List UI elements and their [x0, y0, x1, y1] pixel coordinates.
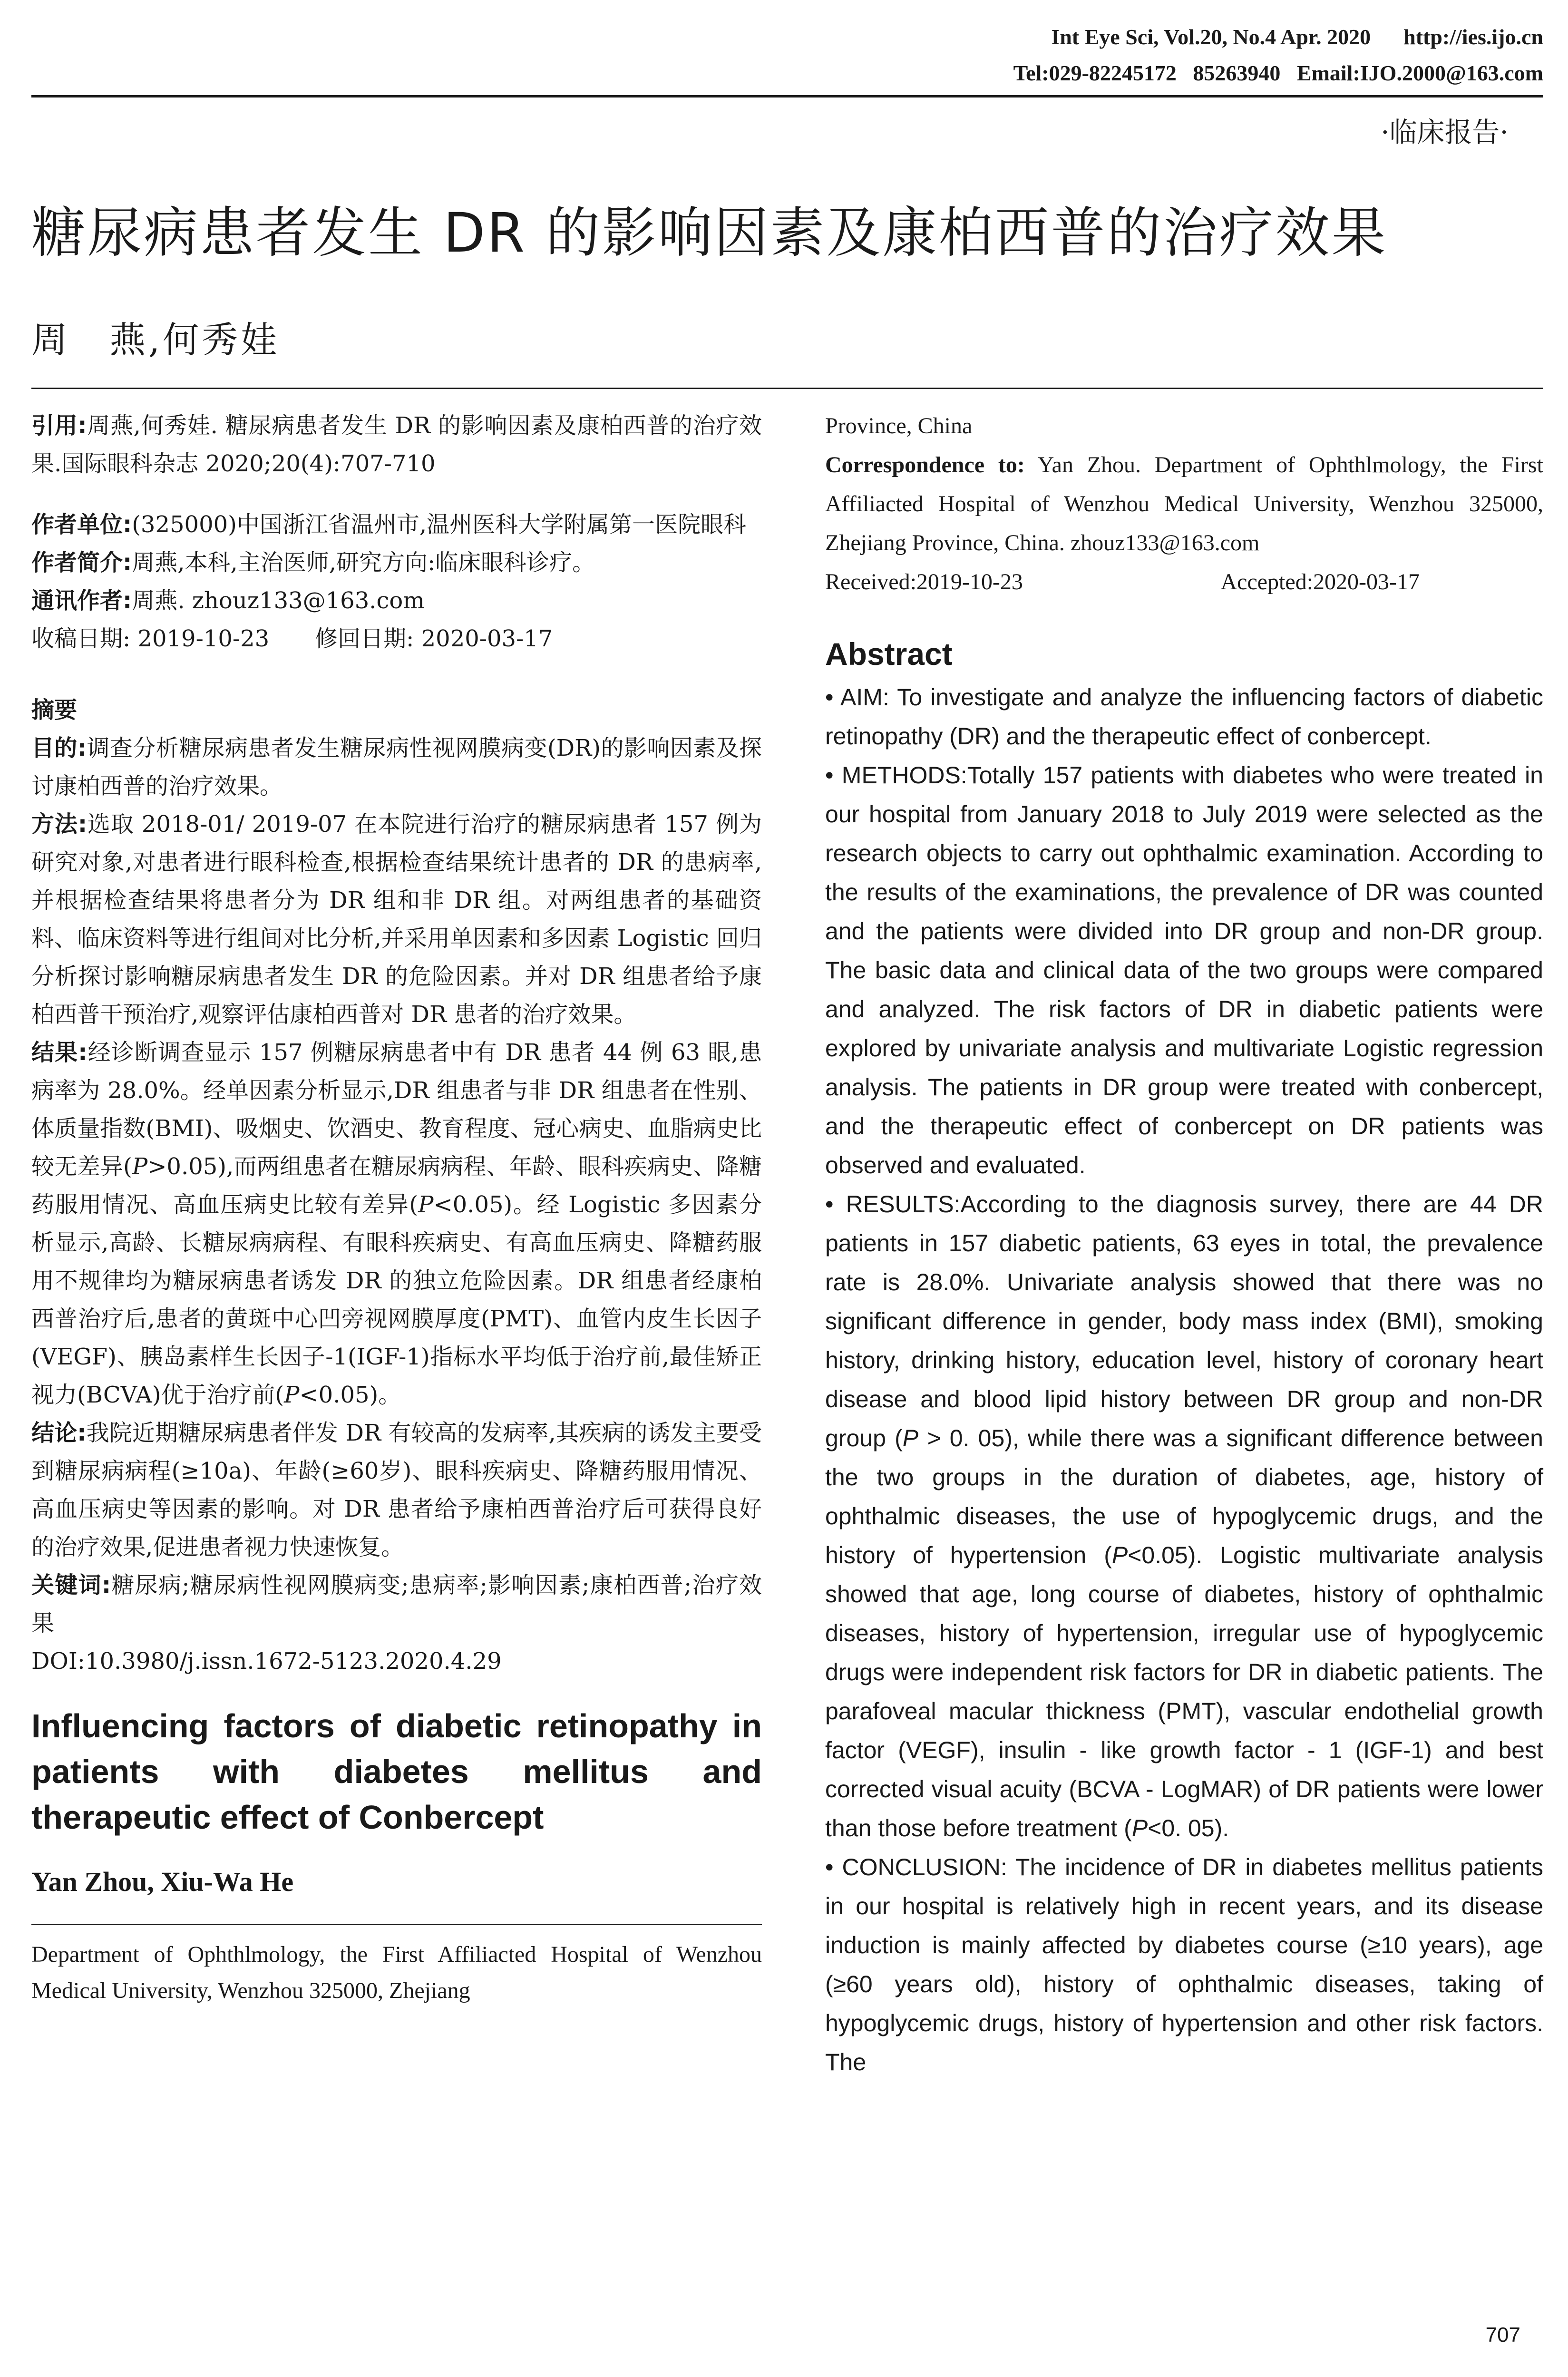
results-en — [825, 1185, 1543, 1848]
journal-header-line2: Tel:029-82245172 85263940 Email:IJO.2000@163.com — [1013, 61, 1543, 85]
received-en: Received:2019-10-23 — [825, 569, 1023, 594]
methods-en: • METHODS:Totally 157 patients with diabetes who were treated in our hospital from January 2018 to July 2019 were selected as the research objects to carry out ophthalmic examination. According to the results of the examinations, the prevalence of DR was counted and the patients were divided into DR group and non-DR group. The basic data and clinical data of the two groups were compared and analyzed. The risk factors of DR in diabetic patients were explored by univariate analysis and multivariate Logistic regression analysis. The patients in DR group were treated with conbercept, and the therapeutic effect of conbercept on DR patients was observed and evaluated. — [825, 762, 1543, 1179]
corr-label: 通讯作者: — [31, 587, 132, 614]
results-en-d: <0. 05). — [1148, 1815, 1229, 1841]
english-authors: Yan Zhou, Xiu-Wa He — [31, 1866, 294, 1897]
methods-text-cn: 选取 2018-01/ 2019-07 在本院进行治疗的糖尿病患者 157 例为研究对象,对患者进行眼科检查,根据检查结果统计患者的 DR 的患病率,并根据检查结果将患者分为 DR 组和非 DR 组。对两组患者的基础资料、临床资料等进行组间对比分析,并采用单因素和多因素 Logistic 回归分析探讨影响糖尿病患者发生 DR 的危险因素。并对 DR 组患者给予康柏西普干预治疗,观察评估康柏西普对 DR 患者的治疗效果。 — [31, 811, 762, 1028]
page-number: 707 — [1485, 2323, 1520, 2347]
correspondence-text: Yan Zhou. Department of Ophthlmology, the First Affiliacted Hospital of Wenzhou Medical University, Wenzhou 325000, Zhejiang Province, China. zhouz133@163.com — [825, 452, 1543, 555]
received-accepted-en — [825, 563, 1420, 602]
journal-header — [1013, 19, 1543, 91]
conclusion-text-cn: 我院近期糖尿病患者伴发 DR 有较高的发病率,其疾病的诱发主要受到糖尿病病程(≥10a)、年龄(≥60岁)、眼科疾病史、降糖药服用情况、高血压病史等因素的影响。对 DR 患者给予康柏西普治疗后可获得良好的治疗效果,促进患者视力快速恢复。 — [31, 1420, 762, 1560]
corresponding-author — [31, 582, 762, 620]
aim-label-cn: 目的: — [31, 735, 87, 761]
aim-en: • AIM: To investigate and analyze the influencing factors of diabetic retinopathy (DR) and the therapeutic effect of conbercept. — [825, 684, 1543, 750]
methods-label-cn: 方法: — [31, 811, 88, 838]
results-cn-p3: P — [284, 1382, 300, 1408]
citation-label: 引用: — [31, 412, 87, 439]
results-en-p1: P — [902, 1425, 919, 1452]
correspondence-label: Correspondence to: — [825, 452, 1025, 477]
results-cn-c: <0.05)。经 Logistic 多因素分析显示,高龄、长糖尿病病程、有眼科疾病史、有高血压病史、降糖药服用不规律均为糖尿病患者诱发 DR 的独立危险因素。DR 组患者经康柏西普治疗后,患者的黄斑中心凹旁视网膜厚度(PMT)、血管内皮生长因子(VEGF)、胰岛素样生长因子-1(IGF-1)指标水平均低于治疗前,最佳矫正视力(BCVA)优于治疗前( — [31, 1191, 762, 1408]
aim-cn — [31, 729, 762, 805]
abstract-heading-cn: 摘要 — [31, 697, 78, 723]
affiliation-en-cont: Province, China — [825, 413, 973, 438]
keywords-label-cn: 关键词: — [31, 1572, 111, 1598]
english-title: Influencing factors of diabetic retinopathy in patients with diabetes mellitus and therapeutic effect of Conbercept — [31, 1707, 762, 1836]
results-cn-p1: P — [132, 1153, 148, 1180]
article-title: 糖尿病患者发生 DR 的影响因素及康柏西普的治疗效果 — [31, 201, 1388, 264]
unit-label: 作者单位: — [31, 511, 132, 538]
header-rule — [31, 95, 1543, 97]
aim-text-cn: 调查分析糖尿病患者发生糖尿病性视网膜病变(DR)的影响因素及探讨康柏西普的治疗效果。 — [31, 735, 762, 799]
results-en-c: <0.05). Logistic multivariate analysis showed that age, long course of diabetes, history of ophthalmic diseases, history of hypertension, irregular use of hypoglycemic drugs were independent risk factors for DR in diabetic patients. The parafoveal macular thickness (PMT), vascular endothelial growth factor (VEGF), insulin - like growth factor - 1 (IGF-1) and best corrected visual acuity (BCVA - LogMAR) of DR patients were lower than those before treatment ( — [825, 1542, 1543, 1841]
authors-cn: 周 燕,何秀娃 — [31, 319, 280, 361]
bio-label: 作者简介: — [31, 549, 132, 576]
unit-text: (325000)中国浙江省温州市,温州医科大学附属第一医院眼科 — [132, 511, 747, 538]
conclusion-label-cn: 结论: — [31, 1420, 87, 1446]
doi: DOI:10.3980/j.issn.1672-5123.2020.4.29 — [31, 1648, 502, 1675]
results-cn-b: >0.05),而两组患者在糖尿病病程、年龄、眼科疾病史、降糖药服用情况、高血压病史比较有差异( — [31, 1153, 762, 1218]
conclusion-en: • CONCLUSION: The incidence of DR in diabetes mellitus patients in our hospital is relatively high in recent years, and its disease induction is mainly affected by diabetes course (≥10 years), age (≥60 years old), history of ophthalmic diseases, taking of hypoglycemic drugs, history of hypertension and other risk factors. The — [825, 1854, 1543, 2075]
results-en-a: • RESULTS:According to the diagnosis survey, there are 44 DR patients in 157 diabetic patients, 63 eyes in total, the prevalence rate is 28.0%. Univariate analysis showed that there was no significant difference in gender, body mass index (BMI), smoking history, drinking history, education level, history of coronary heart disease and blood lipid history between DR group and non-DR group ( — [825, 1191, 1543, 1452]
abstract-heading-en: Abstract — [825, 636, 953, 672]
citation-text: 周燕,何秀娃. 糖尿病患者发生 DR 的影响因素及康柏西普的治疗效果.国际眼科杂志 2020;20(4):707-710 — [31, 412, 762, 477]
author-bio — [31, 544, 762, 582]
results-cn-a: 经诊断调查显示 157 例糖尿病患者中有 DR 患者 44 例 63 眼,患病率为 28.0%。经单因素分析显示,DR 组患者与非 DR 组患者在性别、体质量指数(BMI)、吸烟史、饮酒史、教育程度、冠心病史、血脂病史比较无差异( — [31, 1039, 762, 1180]
results-en-p3: P — [1131, 1815, 1148, 1841]
right-column — [825, 407, 1543, 2082]
received-dates: 收稿日期: 2019-10-23 修回日期: 2020-03-17 — [31, 625, 553, 652]
author-unit — [31, 506, 762, 544]
results-cn — [31, 1033, 762, 1414]
keywords-text-cn: 糖尿病;糖尿病性视网膜病变;患病率;影响因素;康柏西普;治疗效果 — [31, 1572, 762, 1637]
results-label-cn: 结果: — [31, 1039, 88, 1066]
accepted-en: Accepted:2020-03-17 — [1220, 569, 1420, 594]
journal-header-line1: Int Eye Sci, Vol.20, No.4 Apr. 2020 http://ies.ijo.cn — [1051, 25, 1543, 49]
citation — [31, 407, 762, 483]
methods-cn — [31, 805, 762, 1033]
results-en-b: > 0. 05), while there was a significant difference between the two groups in the duration of diabetes, age, history of ophthalmic diseases, the use of hypoglycemic drugs, and the history of hypertension ( — [825, 1425, 1543, 1568]
left-column — [31, 407, 762, 2009]
results-cn-d: <0.05)。 — [299, 1382, 401, 1408]
conclusion-cn — [31, 1414, 762, 1566]
bio-text: 周燕,本科,主治医师,研究方向:临床眼科诊疗。 — [132, 549, 595, 576]
correspondence-en — [825, 446, 1543, 563]
results-cn-p2: P — [418, 1191, 434, 1218]
title-rule — [31, 388, 1543, 389]
affiliation-en: Department of Ophthlmology, the First Affiliacted Hospital of Wenzhou Medical University, Wenzhou 325000, Zhejiang — [31, 1942, 762, 2003]
corr-text: 周燕. zhouz133@163.com — [132, 587, 425, 614]
keywords-cn — [31, 1566, 762, 1642]
section-label: ·临床报告· — [1381, 116, 1509, 148]
results-en-p2: P — [1111, 1542, 1128, 1568]
